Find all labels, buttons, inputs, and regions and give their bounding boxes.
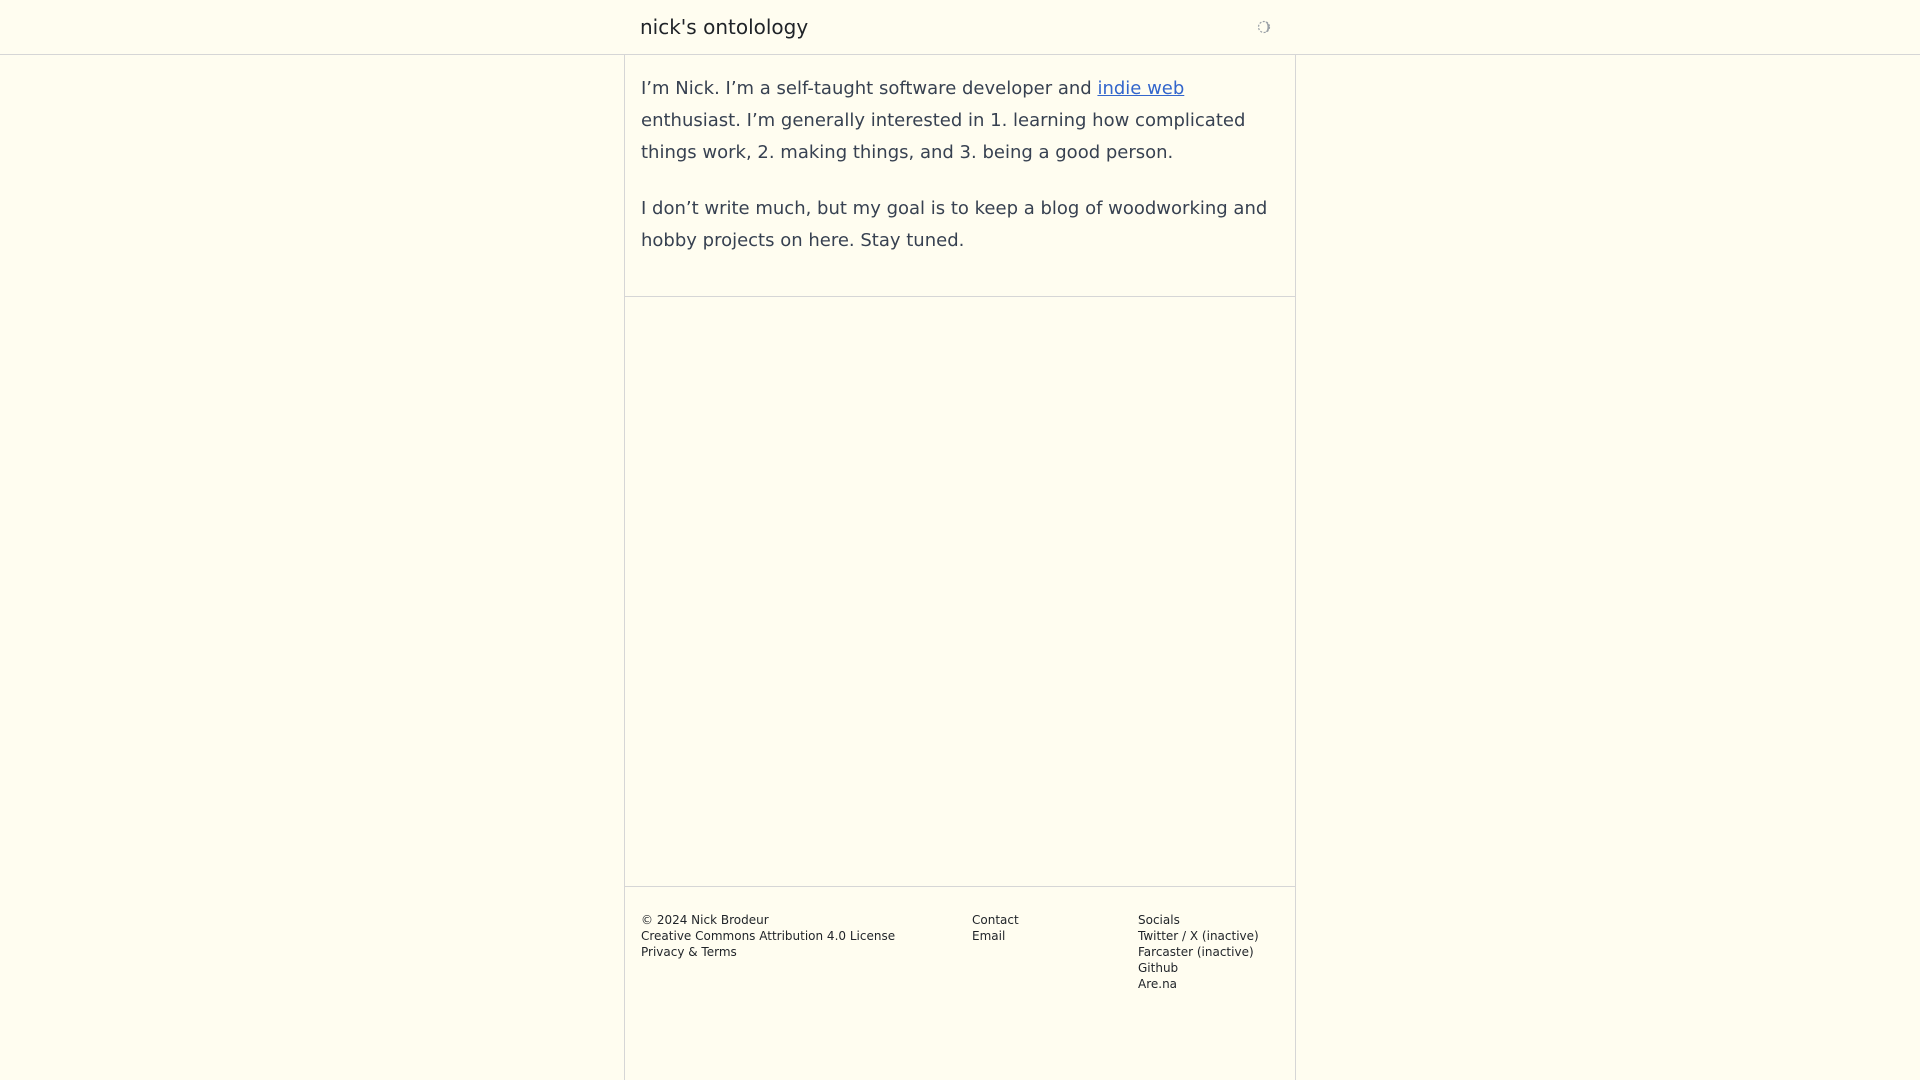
- intro-text-after-link: enthusiast. I’m generally interested in 1. learning how complicated things work, 2. making things, and 3. being a good person.: [641, 110, 1246, 163]
- site-footer: [625, 886, 1295, 1080]
- socials-heading: Socials: [1138, 913, 1180, 927]
- intro-paragraph-1: [641, 73, 1280, 169]
- intro-text-before-link: I’m Nick. I’m a self-taught software developer and: [641, 78, 1098, 99]
- license-link[interactable]: Creative Commons Attribution 4.0 License: [641, 929, 896, 943]
- footer-socials-column: [1138, 912, 1259, 992]
- site-title-link[interactable]: nick's ontolology: [640, 15, 809, 39]
- theme-toggle-button[interactable]: [1255, 18, 1273, 36]
- arena-link[interactable]: Are.na: [1138, 977, 1178, 991]
- contact-heading: Contact: [972, 913, 1019, 927]
- github-link[interactable]: Github: [1138, 961, 1179, 975]
- half-moon-icon: [1257, 20, 1271, 34]
- farcaster-link[interactable]: Farcaster (inactive): [1138, 945, 1254, 959]
- copyright-text: © 2024 Nick Brodeur: [641, 913, 769, 927]
- email-link[interactable]: Email: [972, 929, 1006, 943]
- site-header: [0, 0, 1920, 55]
- twitter-link[interactable]: Twitter / X (inactive): [1138, 929, 1259, 943]
- intro-paragraph-2: I don’t write much, but my goal is to keep a blog of woodworking and hobby projects on here. Stay tuned.: [641, 198, 1268, 251]
- footer-legal-column: [641, 912, 895, 960]
- main-column: [624, 55, 1296, 1080]
- privacy-terms-link[interactable]: Privacy & Terms: [641, 945, 737, 959]
- indie-web-link[interactable]: indie web: [1097, 78, 1185, 99]
- footer-contact-column: [972, 912, 1019, 944]
- intro-section: [625, 55, 1295, 297]
